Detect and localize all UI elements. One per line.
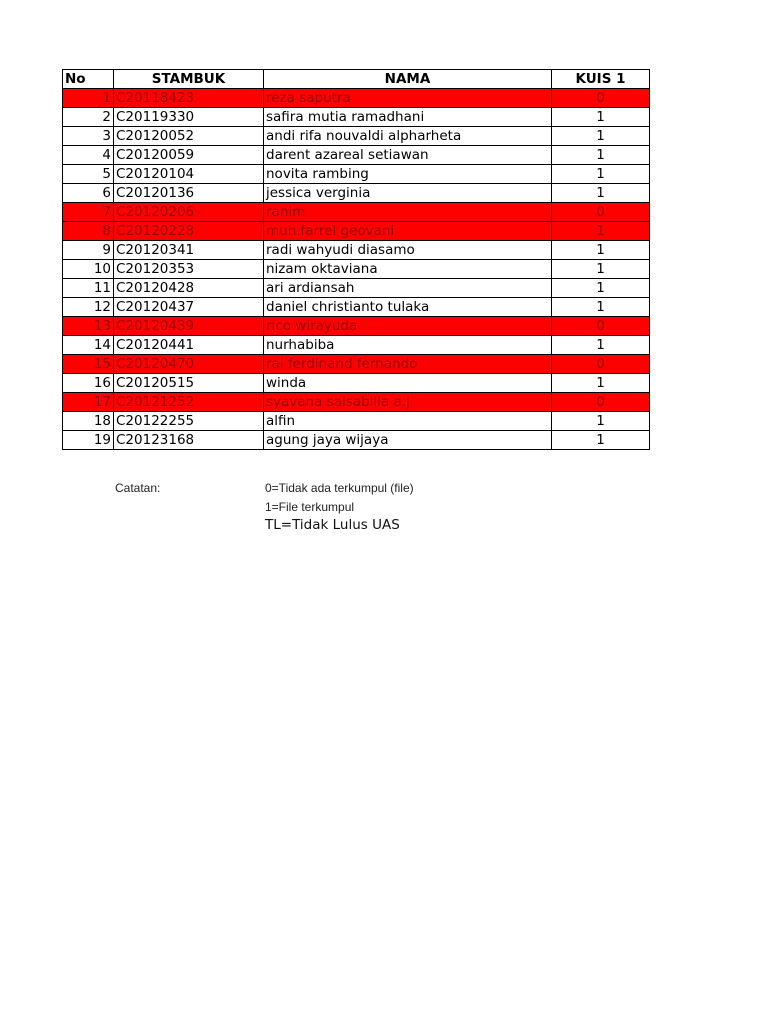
row-stambuk-cell: C20120341 xyxy=(114,241,264,260)
row-kuis-cell: 1 xyxy=(552,127,650,146)
row-no-cell: 9 xyxy=(63,241,114,260)
note-line: TL=Tidak Lulus UAS xyxy=(265,517,400,533)
row-stambuk-cell: C20121252 xyxy=(114,393,264,412)
row-no-cell: 14 xyxy=(63,336,114,355)
header-stambuk: STAMBUK xyxy=(114,70,264,89)
header-no: No xyxy=(63,70,114,89)
row-no-cell: 11 xyxy=(63,279,114,298)
row-stambuk-cell: C20120428 xyxy=(114,279,264,298)
row-stambuk-cell: C20120470 xyxy=(114,355,264,374)
row-no-cell: 10 xyxy=(63,260,114,279)
row-no-cell: 19 xyxy=(63,431,114,450)
row-no-cell: 16 xyxy=(63,374,114,393)
row-nama-cell: rico wirayuda xyxy=(264,317,552,336)
row-no-cell: 7 xyxy=(63,203,114,222)
header-kuis: KUIS 1 xyxy=(552,70,650,89)
row-no-cell: 17 xyxy=(63,393,114,412)
row-stambuk-cell: C20123168 xyxy=(114,431,264,450)
row-nama-cell: syavana salsabilla a.j xyxy=(264,393,552,412)
table-row xyxy=(63,184,650,203)
row-stambuk-cell: C20119330 xyxy=(114,108,264,127)
row-nama-cell: rai ferdinand fernando xyxy=(264,355,552,374)
row-stambuk-cell: C20120515 xyxy=(114,374,264,393)
row-stambuk-cell: C20120353 xyxy=(114,260,264,279)
row-stambuk-cell: C20120437 xyxy=(114,298,264,317)
table-row xyxy=(63,241,650,260)
table-body xyxy=(63,89,650,450)
row-nama-cell: nurhabiba xyxy=(264,336,552,355)
grade-table xyxy=(62,69,650,450)
row-stambuk-cell: C20120206 xyxy=(114,203,264,222)
row-kuis-cell: 1 xyxy=(552,374,650,393)
row-nama-cell: muh.farrel geovani xyxy=(264,222,552,241)
row-no-cell: 18 xyxy=(63,412,114,431)
row-kuis-cell: 0 xyxy=(552,355,650,374)
row-no-cell: 12 xyxy=(63,298,114,317)
row-nama-cell: jessica verginia xyxy=(264,184,552,203)
row-stambuk-cell: C20118423 xyxy=(114,89,264,108)
table-row xyxy=(63,203,650,222)
row-kuis-cell: 1 xyxy=(552,431,650,450)
table-row xyxy=(63,412,650,431)
table-row xyxy=(63,165,650,184)
row-no-cell: 1 xyxy=(63,89,114,108)
table-row xyxy=(63,127,650,146)
row-nama-cell: daniel christianto tulaka xyxy=(264,298,552,317)
row-nama-cell: safira mutia ramadhani xyxy=(264,108,552,127)
table-row xyxy=(63,279,650,298)
note-line: 0=Tidak ada terkumpul (file) xyxy=(265,481,414,495)
row-no-cell: 4 xyxy=(63,146,114,165)
row-kuis-cell: 0 xyxy=(552,203,650,222)
row-stambuk-cell: C20120441 xyxy=(114,336,264,355)
row-nama-cell: agung jaya wijaya xyxy=(264,431,552,450)
table-row xyxy=(63,374,650,393)
table-row xyxy=(63,222,650,241)
row-nama-cell: rahim xyxy=(264,203,552,222)
row-nama-cell: alfin xyxy=(264,412,552,431)
table-row xyxy=(63,146,650,165)
row-kuis-cell: 0 xyxy=(552,393,650,412)
row-nama-cell: ari ardiansah xyxy=(264,279,552,298)
table-row xyxy=(63,431,650,450)
table-row xyxy=(63,355,650,374)
row-kuis-cell: 1 xyxy=(552,336,650,355)
table-header-row xyxy=(63,70,650,89)
row-stambuk-cell: C20122255 xyxy=(114,412,264,431)
row-kuis-cell: 1 xyxy=(552,184,650,203)
row-kuis-cell: 1 xyxy=(552,146,650,165)
table-row xyxy=(63,336,650,355)
row-kuis-cell: 0 xyxy=(552,317,650,336)
row-no-cell: 5 xyxy=(63,165,114,184)
row-kuis-cell: 1 xyxy=(552,260,650,279)
row-kuis-cell: 1 xyxy=(552,279,650,298)
table-row xyxy=(63,108,650,127)
row-stambuk-cell: C20120059 xyxy=(114,146,264,165)
row-stambuk-cell: C20120228 xyxy=(114,222,264,241)
row-kuis-cell: 1 xyxy=(552,241,650,260)
row-nama-cell: winda xyxy=(264,374,552,393)
row-kuis-cell: 1 xyxy=(552,165,650,184)
header-nama: NAMA xyxy=(264,70,552,89)
row-no-cell: 2 xyxy=(63,108,114,127)
row-stambuk-cell: C20120136 xyxy=(114,184,264,203)
row-kuis-cell: 1 xyxy=(552,108,650,127)
row-kuis-cell: 0 xyxy=(552,89,650,108)
row-stambuk-cell: C20120439 xyxy=(114,317,264,336)
row-stambuk-cell: C20120104 xyxy=(114,165,264,184)
row-nama-cell: nizam oktaviana xyxy=(264,260,552,279)
row-nama-cell: andi rifa nouvaldi alpharheta xyxy=(264,127,552,146)
row-stambuk-cell: C20120052 xyxy=(114,127,264,146)
table-row xyxy=(63,298,650,317)
table-row xyxy=(63,89,650,108)
row-kuis-cell: 1 xyxy=(552,298,650,317)
row-no-cell: 6 xyxy=(63,184,114,203)
note-line: 1=File terkumpul xyxy=(265,500,355,514)
table-row xyxy=(63,393,650,412)
table-row xyxy=(63,260,650,279)
row-nama-cell: darent azareal setiawan xyxy=(264,146,552,165)
notes-label: Catatan: xyxy=(115,481,161,495)
row-nama-cell: radi wahyudi diasamo xyxy=(264,241,552,260)
row-no-cell: 8 xyxy=(63,222,114,241)
row-kuis-cell: 1 xyxy=(552,412,650,431)
row-nama-cell: reza saputra xyxy=(264,89,552,108)
row-no-cell: 15 xyxy=(63,355,114,374)
row-nama-cell: novita rambing xyxy=(264,165,552,184)
row-no-cell: 3 xyxy=(63,127,114,146)
table-row xyxy=(63,317,650,336)
row-kuis-cell: 1 xyxy=(552,222,650,241)
row-no-cell: 13 xyxy=(63,317,114,336)
